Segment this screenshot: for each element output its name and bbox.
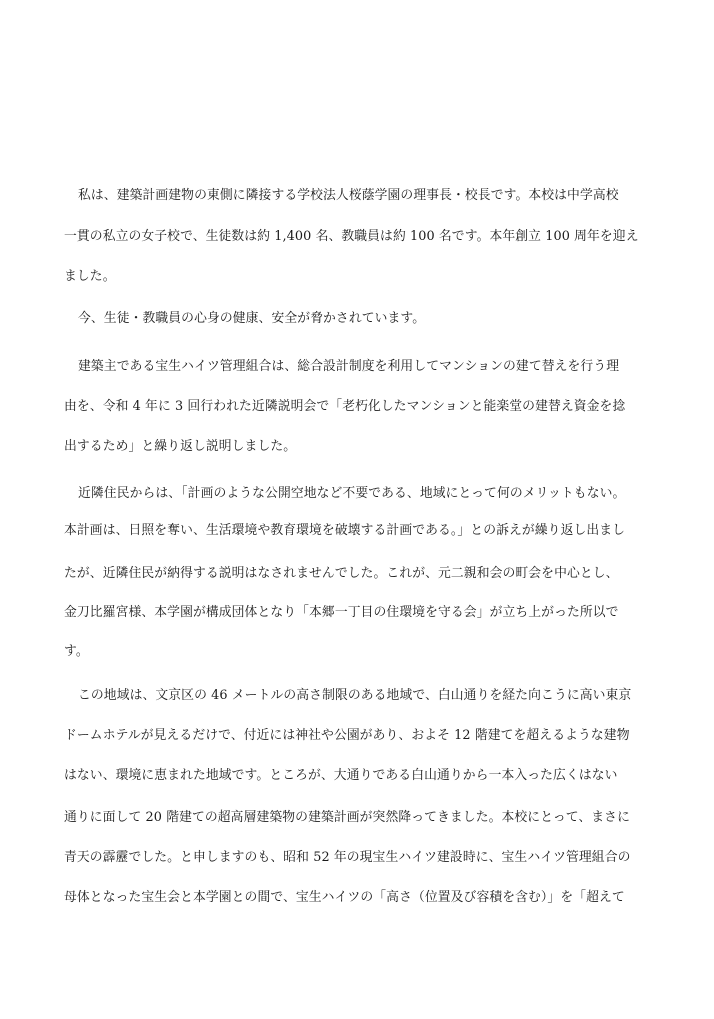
- paragraph-5-line-1: この地域は、文京区の 46 メートルの高さ制限のある地域で、白山通りを経た向こうに高い東京: [78, 688, 632, 703]
- paragraph-3-line-2: 由を、令和 4 年に 3 回行われた近隣説明会で「老朽化したマンションと能楽堂の建替え資金を捻: [64, 399, 626, 414]
- paragraph-5-line-4: 通りに面して 20 階建ての超高層建築物の建築計画が突然降ってきました。本校にとって、まさに: [64, 810, 630, 825]
- paragraph-1-line-1: 私は、建築計画建物の東側に隣接する学校法人桜蔭学園の理事長・校長です。本校は中学高校: [78, 188, 619, 203]
- paragraph-4-line-1: 近隣住民からは、「計画のような公開空地など不要である、地域にとって何のメリットもない。: [78, 486, 626, 501]
- paragraph-5-line-6: 母体となった宝生会と本学園との間で、宝生ハイツの「高さ（位置及び容積を含む）」を「超えて: [64, 890, 625, 905]
- paragraph-2-line-1: 今、生徒・教職員の心身の健康、安全が脅かされています。: [78, 311, 426, 326]
- paragraph-4-line-3: たが、近隣住民が納得する説明はなされませんでした。これが、元二親和会の町会を中心とし、: [64, 566, 619, 581]
- paragraph-5-line-5: 青天の霹靂でした。と申しますのも、昭和 52 年の現宝生ハイツ建設時に、宝生ハイツ管理組合の: [64, 850, 631, 865]
- paragraph-5-line-2: ドームホテルが見えるだけで、付近には神社や公園があり、およそ 12 階建てを超えるような建物: [64, 728, 630, 743]
- paragraph-3-line-1: 建築主である宝生ハイツ管理組合は、総合設計制度を利用してマンションの建て替えを行う理: [78, 359, 620, 374]
- paragraph-4-line-4: 金刀比羅宮様、本学園が構成団体となり「本郷一丁目の住環境を守る会」が立ち上がった所以で: [64, 605, 619, 620]
- paragraph-1-line-3: ました。: [64, 269, 116, 284]
- paragraph-1-line-2: 一貫の私立の女子校で、生徒数は約 1,400 名、教職員は約 100 名です。本年創立 100 周年を迎え: [64, 229, 639, 244]
- paragraph-5-line-3: はない、環境に恵まれた地域です。ところが、大通りである白山通りから一本入った広くはない: [64, 768, 618, 783]
- paragraph-3-line-3: 出するため」と繰り返し説明しました。: [64, 439, 297, 454]
- paragraph-4-line-2: 本計画は、日照を奪い、生活環境や教育環境を破壊する計画である。」との訴えが繰り返し出まし: [64, 523, 626, 538]
- paragraph-4-line-5: す。: [64, 644, 89, 659]
